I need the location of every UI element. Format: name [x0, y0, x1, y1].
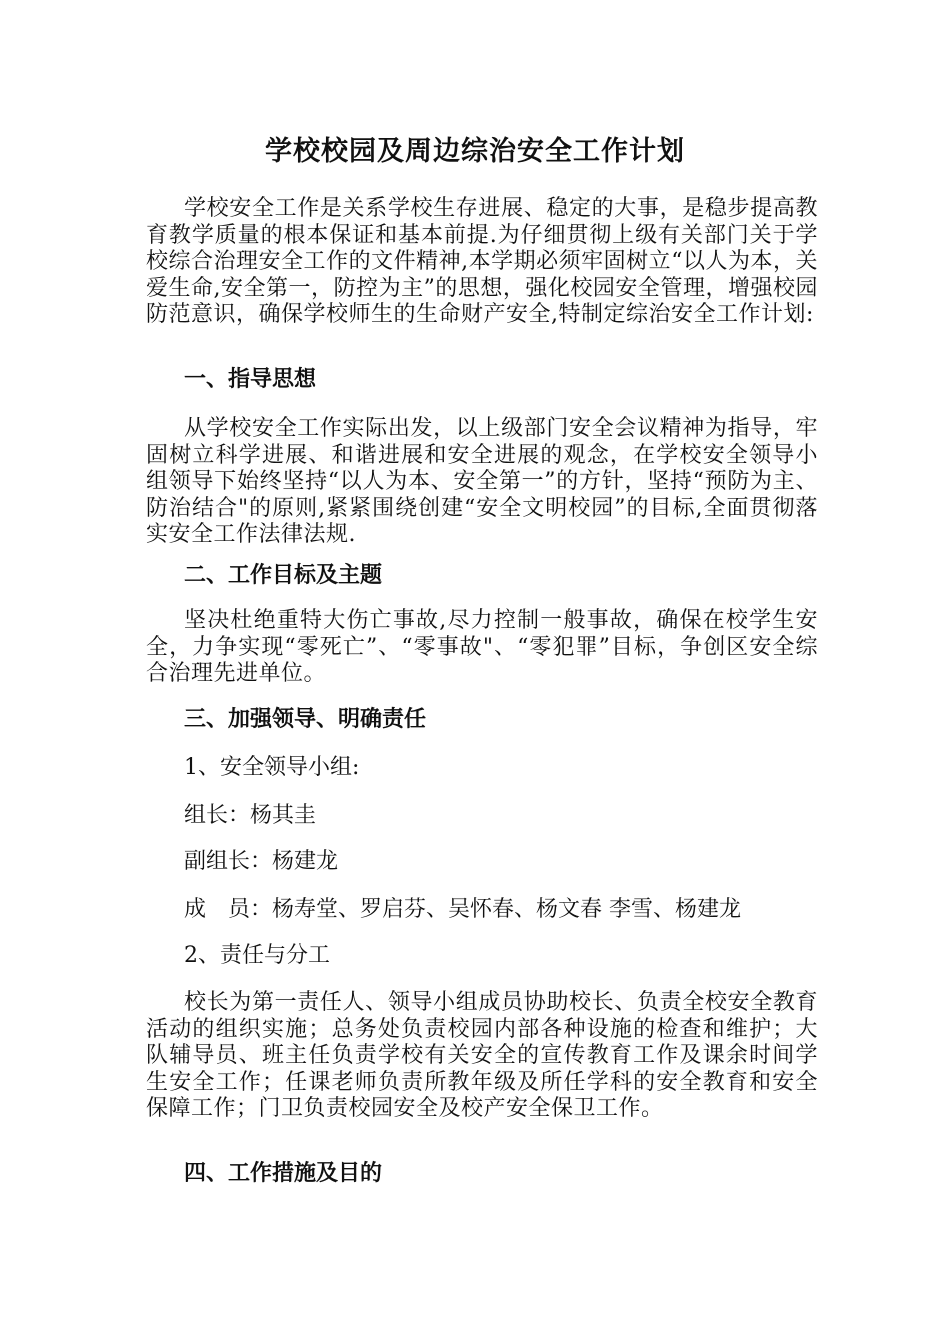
section-heading-guiding-ideology: 一、指导思想 [184, 367, 317, 392]
responsibility-paragraph: 校长为第一责任人、领导小组成员协助校长、负责全校安全教育活动的组织实施；总务处负责校园内部各种设施的检查和维护；大队辅导员、班主任负责学校有关安全的宣传教育工作及课余时间学生安全工作；任课老师负责所教年级及所任学科的安全教育和安全保障工作；门卫负责校园安全及校产安全保卫工作。 [146, 990, 818, 1121]
guiding-ideology-paragraph: 从学校安全工作实际出发，以上级部门安全会议精神为指导，牢固树立科学进展、和谐进展和安全进展的观念，在学校安全领导小组领导下始终坚持“以人为本、安全第一”的方针，坚持“预防为主、防治结合"的原则,紧紧围绕创建“安全文明校园”的目标,全面贯彻落实安全工作法律法规. [146, 416, 818, 547]
document-title: 学校校园及周边综治安全工作计划 [265, 136, 685, 167]
intro-paragraph: 学校安全工作是关系学校生存进展、稳定的大事，是稳步提高教育教学质量的根本保证和基本前提.为仔细贯彻上级有关部门关于学校综合治理安全工作的文件精神,本学期必须牢固树立“以人为本，关爱生命,安全第一，防控为主”的思想，强化校园安全管理，增强校园防范意识，确保学校师生的生命财产安全,特制定综治安全工作计划: [146, 196, 818, 327]
section-heading-goals: 二、工作目标及主题 [184, 563, 383, 588]
group-leader-line: 组长：杨其圭 [184, 803, 317, 828]
section-heading-measures: 四、工作措施及目的 [184, 1161, 383, 1186]
deputy-leader-line: 副组长：杨建龙 [184, 849, 339, 874]
safety-leadership-group-item: 1、安全领导小组: [184, 755, 360, 780]
section-heading-leadership: 三、加强领导、明确责任 [184, 707, 427, 732]
responsibility-division-item: 2、责任与分工 [184, 943, 330, 968]
goals-paragraph: 坚决杜绝重特大伤亡事故,尽力控制一般事故，确保在校学生安全，力争实现“零死亡”、“零事故"、“零犯罪”目标，争创区安全综合治理先进单位。 [146, 608, 818, 686]
members-line: 成 员：杨寿堂、罗启芬、吴怀春、杨文春 李雪、杨建龙 [184, 897, 741, 922]
